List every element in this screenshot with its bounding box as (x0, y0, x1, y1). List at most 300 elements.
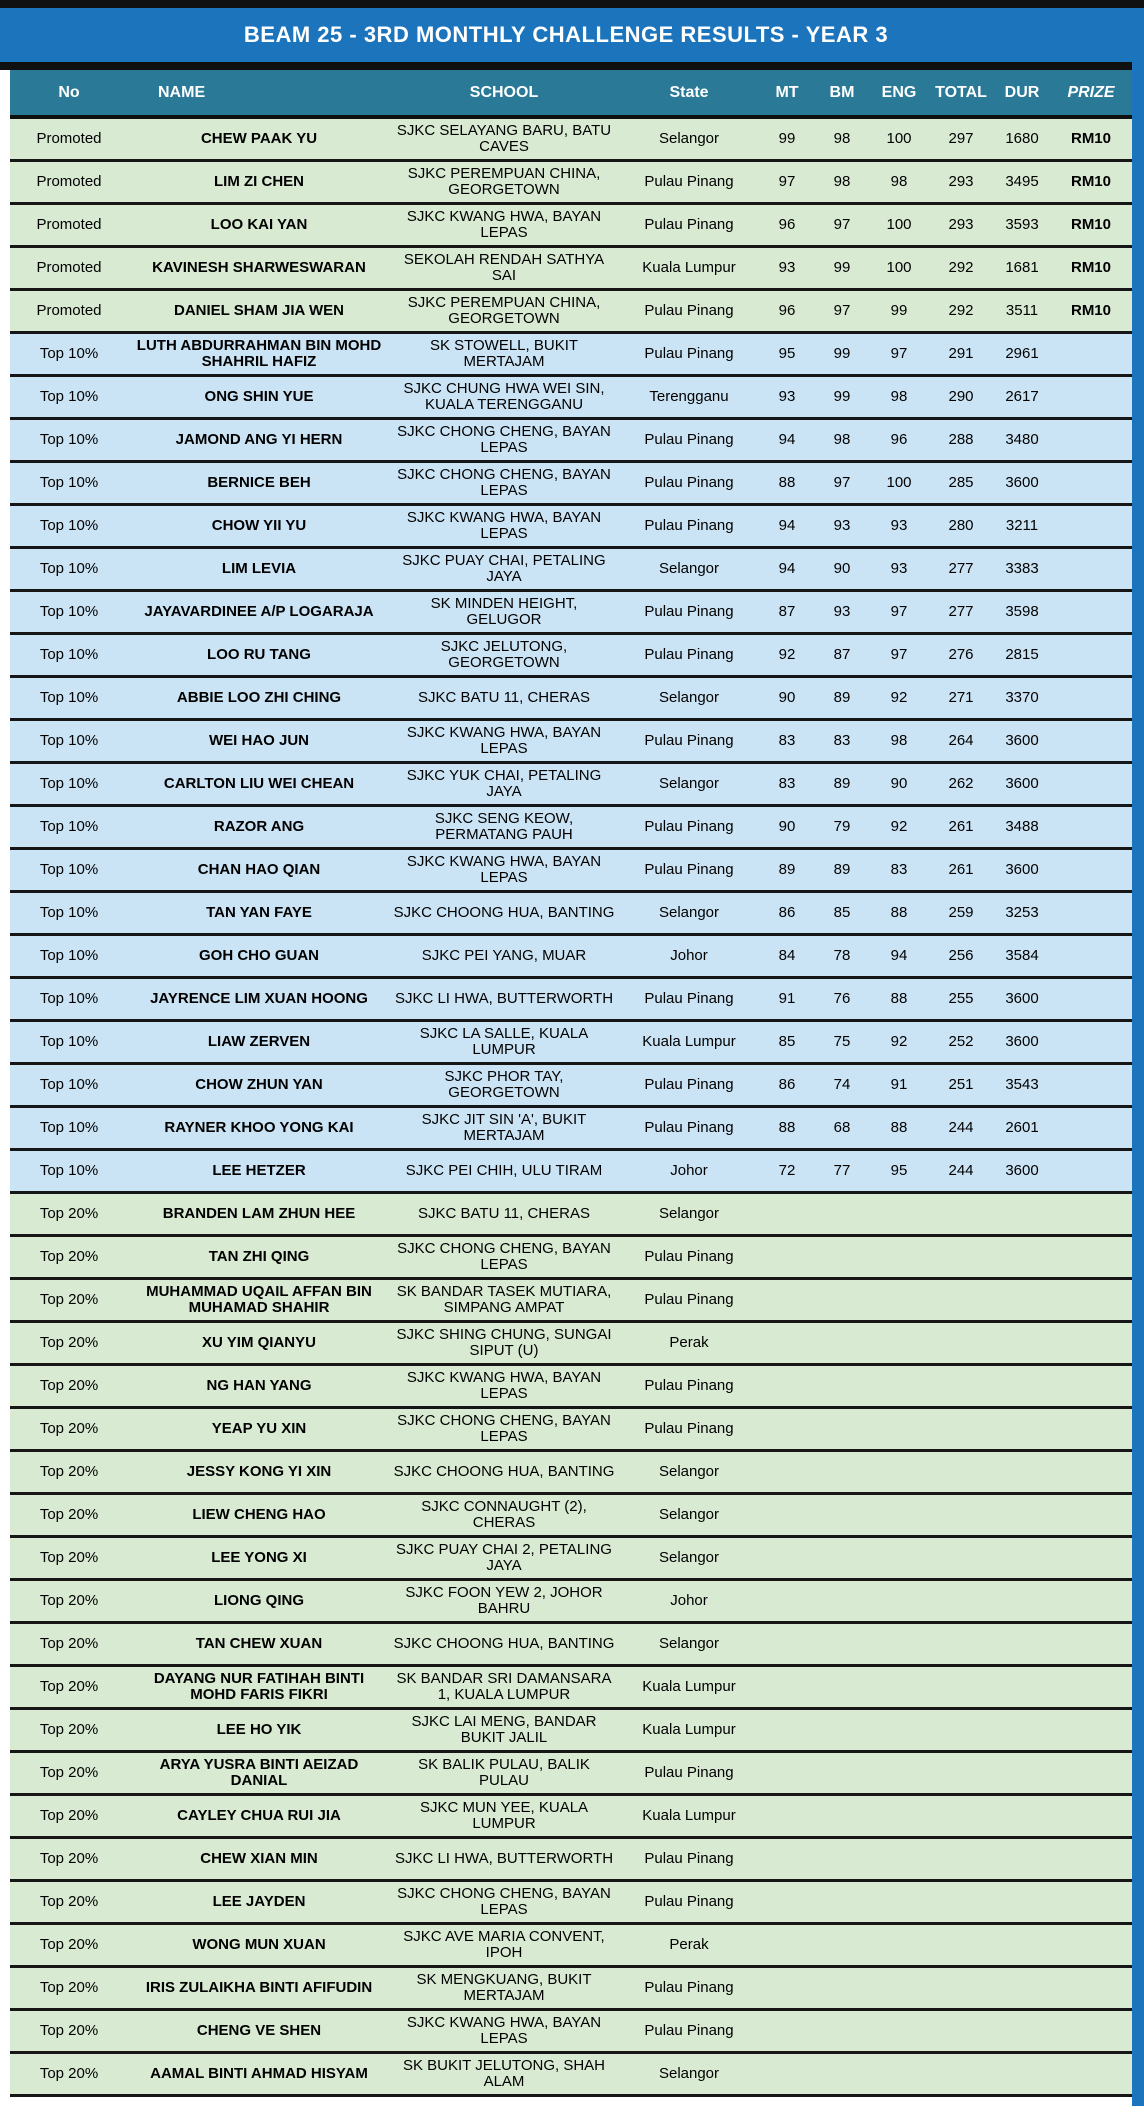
cell-prize (1050, 463, 1132, 503)
cell-dur: 3488 (1005, 818, 1039, 835)
cell-eng: 83 (890, 861, 908, 878)
results-table-body (10, 119, 1132, 2097)
cell-school: SJKC FOON YEW 2, JOHOR BAHRU (405, 1584, 603, 1617)
cell-dur: 3370 (1005, 689, 1039, 706)
cell-name: GOH CHO GUAN (199, 947, 319, 964)
title-separator (0, 62, 1132, 70)
cell-prize (1050, 1667, 1132, 1707)
cell-bm: 89 (833, 775, 851, 792)
cell-eng: 92 (890, 818, 908, 835)
cell-total: 261 (948, 861, 974, 878)
cell-total (928, 1452, 994, 1492)
cell-eng (870, 1710, 928, 1750)
table-row (10, 463, 1132, 506)
table-row (10, 248, 1132, 291)
right-edge-strip (1132, 8, 1144, 2106)
cell-bm (814, 1968, 870, 2008)
cell-school: SK STOWELL, BUKIT MERTAJAM (429, 337, 579, 370)
cell-name: XU YIM QIANYU (202, 1334, 316, 1351)
cell-total: 290 (948, 388, 974, 405)
cell-bm (814, 1581, 870, 1621)
cell-eng (870, 1452, 928, 1492)
cell-total (928, 2054, 994, 2094)
table-row (10, 1151, 1132, 1194)
cell-school: SJKC PHOR TAY, GEORGETOWN (444, 1068, 564, 1101)
cell-bm (814, 1194, 870, 1234)
table-row (10, 1624, 1132, 1667)
cell-name: WONG MUN XUAN (192, 1936, 326, 1953)
cell-total (928, 1968, 994, 2008)
cell-dur: 2617 (1005, 388, 1039, 405)
cell-eng: 100 (886, 216, 912, 233)
cell-dur: 3600 (1005, 990, 1039, 1007)
cell-name: JAYAVARDINEE A/P LOGARAJA (144, 603, 374, 620)
column-header-total: TOTAL (935, 83, 987, 101)
cell-mt: 93 (778, 388, 796, 405)
cell-bm: 97 (833, 216, 851, 233)
cell-eng (870, 1280, 928, 1320)
cell-eng: 100 (886, 130, 912, 147)
cell-total: 288 (948, 431, 974, 448)
cell-total: 277 (948, 560, 974, 577)
table-row (10, 1237, 1132, 1280)
cell-state: Pulau Pinang (644, 1291, 734, 1308)
cell-bm (814, 1409, 870, 1449)
cell-school: SJKC PEI CHIH, ULU TIRAM (405, 1162, 603, 1179)
cell-prize (1050, 1151, 1132, 1191)
column-header-school: SCHOOL (469, 83, 539, 101)
cell-dur: 1681 (1005, 259, 1039, 276)
cell-eng (870, 2054, 928, 2094)
page-title: BEAM 25 - 3RD MONTHLY CHALLENGE RESULTS - YEAR 3 (243, 22, 889, 47)
cell-state: Pulau Pinang (644, 1979, 734, 1996)
cell-dur: 2961 (1005, 345, 1039, 362)
cell-dur (994, 2011, 1050, 2051)
cell-state: Pulau Pinang (644, 345, 734, 362)
column-header-no: No (58, 83, 80, 101)
cell-bm (814, 1366, 870, 1406)
column-header-state: State (669, 83, 709, 101)
cell-state: Terengganu (649, 388, 729, 405)
cell-prize (1050, 1796, 1132, 1836)
cell-name: RAYNER KHOO YONG KAI (164, 1119, 354, 1136)
cell-school: SJKC LI HWA, BUTTERWORTH (394, 990, 614, 1007)
cell-prize (1050, 1108, 1132, 1148)
cell-eng: 99 (890, 302, 908, 319)
cell-bm: 74 (833, 1076, 851, 1093)
cell-school: SK MINDEN HEIGHT, GELUGOR (430, 595, 578, 628)
cell-bm (814, 1839, 870, 1879)
cell-name: AAMAL BINTI AHMAD HISYAM (150, 2065, 368, 2082)
cell-state: Pulau Pinang (644, 302, 734, 319)
cell-mt (760, 1968, 814, 2008)
cell-category: Promoted (36, 130, 102, 147)
table-row (10, 979, 1132, 1022)
table-row (10, 1667, 1132, 1710)
cell-name: ARYA YUSRA BINTI AEIZAD DANIAL (159, 1756, 359, 1789)
table-row (10, 2054, 1132, 2097)
cell-eng (870, 1495, 928, 1535)
cell-name: CHAN HAO QIAN (197, 861, 321, 878)
cell-name: ONG SHIN YUE (204, 388, 314, 405)
cell-mt (760, 1667, 814, 1707)
cell-dur: 3600 (1005, 1162, 1039, 1179)
cell-dur: 2601 (1005, 1119, 1039, 1136)
column-header-dur: DUR (1004, 83, 1040, 101)
table-row (10, 1065, 1132, 1108)
cell-total (928, 1194, 994, 1234)
cell-mt: 95 (778, 345, 796, 362)
cell-mt (760, 1925, 814, 1965)
table-row (10, 377, 1132, 420)
cell-category: Top 10% (39, 990, 99, 1007)
cell-school: SK BUKIT JELUTONG, SHAH ALAM (403, 2057, 605, 2090)
cell-total (928, 1366, 994, 1406)
cell-state: Selangor (658, 130, 720, 147)
cell-name: LOO RU TANG (207, 646, 311, 663)
cell-eng: 91 (890, 1076, 908, 1093)
cell-category: Top 20% (39, 1936, 99, 1953)
cell-prize (1050, 592, 1132, 632)
cell-mt: 87 (778, 603, 796, 620)
cell-bm: 68 (833, 1119, 851, 1136)
cell-total: 255 (948, 990, 974, 1007)
table-row (10, 635, 1132, 678)
cell-state: Perak (669, 1936, 709, 1953)
cell-name: LEE HETZER (212, 1162, 306, 1179)
cell-total: 271 (948, 689, 974, 706)
cell-eng: 92 (890, 689, 908, 706)
cell-category: Top 10% (39, 431, 99, 448)
cell-bm (814, 1237, 870, 1277)
cell-total (928, 1280, 994, 1320)
cell-school: SJKC CHONG CHENG, BAYAN LEPAS (397, 1412, 611, 1445)
cell-dur (994, 1968, 1050, 2008)
cell-dur (994, 1925, 1050, 1965)
cell-category: Top 20% (39, 1420, 99, 1437)
cell-state: Pulau Pinang (644, 603, 734, 620)
cell-name: TAN YAN FAYE (206, 904, 312, 921)
table-row (10, 1710, 1132, 1753)
cell-state: Perak (669, 1334, 709, 1351)
cell-category: Top 20% (39, 2022, 99, 2039)
table-row (10, 1452, 1132, 1495)
cell-prize (1050, 549, 1132, 589)
table-row (10, 2011, 1132, 2054)
cell-eng (870, 1839, 928, 1879)
cell-bm: 99 (833, 388, 851, 405)
cell-dur (994, 1581, 1050, 1621)
cell-school: SK BANDAR TASEK MUTIARA, SIMPANG AMPAT (396, 1283, 612, 1316)
cell-total: 276 (948, 646, 974, 663)
cell-category: Top 10% (39, 1162, 99, 1179)
column-header-mt: MT (775, 83, 799, 101)
cell-bm: 98 (833, 130, 851, 147)
cell-dur: 2815 (1005, 646, 1039, 663)
cell-name: TAN CHEW XUAN (195, 1635, 323, 1652)
cell-eng: 88 (890, 990, 908, 1007)
cell-total (928, 1581, 994, 1621)
cell-state: Pulau Pinang (644, 1850, 734, 1867)
cell-prize (1050, 1237, 1132, 1277)
cell-mt: 96 (778, 302, 796, 319)
cell-state: Pulau Pinang (644, 216, 734, 233)
cell-state: Kuala Lumpur (642, 1678, 736, 1695)
cell-prize (1050, 1366, 1132, 1406)
cell-dur (994, 1882, 1050, 1922)
cell-bm: 98 (833, 173, 851, 190)
cell-eng: 100 (886, 474, 912, 491)
cell-bm: 97 (833, 474, 851, 491)
cell-eng: 88 (890, 1119, 908, 1136)
cell-bm: 87 (833, 646, 851, 663)
cell-state: Pulau Pinang (644, 431, 734, 448)
cell-category: Top 20% (39, 1635, 99, 1652)
cell-eng (870, 1237, 928, 1277)
cell-school: SK BANDAR SRI DAMANSARA 1, KUALA LUMPUR (396, 1670, 612, 1703)
cell-prize: RM10 (1070, 173, 1111, 190)
cell-prize (1050, 1753, 1132, 1793)
cell-prize (1050, 936, 1132, 976)
cell-dur: 1680 (1005, 130, 1039, 147)
cell-name: CHENG VE SHEN (196, 2022, 322, 2039)
cell-name: TAN ZHI QING (208, 1248, 310, 1265)
cell-state: Selangor (658, 775, 720, 792)
cell-school: SJKC JELUTONG, GEORGETOWN (440, 638, 568, 671)
cell-state: Pulau Pinang (644, 517, 734, 534)
cell-eng (870, 1624, 928, 1664)
cell-school: SJKC CHONG CHENG, BAYAN LEPAS (397, 1240, 611, 1273)
cell-bm (814, 1667, 870, 1707)
cell-prize (1050, 506, 1132, 546)
cell-total: 244 (948, 1162, 974, 1179)
cell-name: LEE HO YIK (216, 1721, 302, 1738)
cell-bm: 75 (833, 1033, 851, 1050)
cell-school: SEKOLAH RENDAH SATHYA SAI (403, 251, 605, 284)
cell-state: Selangor (658, 1205, 720, 1222)
cell-mt (760, 1839, 814, 1879)
cell-dur: 3600 (1005, 861, 1039, 878)
cell-category: Promoted (36, 216, 102, 233)
cell-school: SJKC KWANG HWA, BAYAN LEPAS (406, 208, 602, 241)
cell-eng (870, 2011, 928, 2051)
table-row (10, 334, 1132, 377)
cell-eng (870, 1968, 928, 2008)
cell-eng: 90 (890, 775, 908, 792)
cell-bm (814, 1452, 870, 1492)
cell-category: Top 10% (39, 861, 99, 878)
cell-state: Pulau Pinang (644, 1764, 734, 1781)
table-row (10, 1323, 1132, 1366)
cell-mt: 97 (778, 173, 796, 190)
cell-category: Top 20% (39, 1291, 99, 1308)
cell-category: Top 10% (39, 474, 99, 491)
cell-total (928, 1409, 994, 1449)
cell-prize (1050, 764, 1132, 804)
cell-category: Top 20% (39, 1721, 99, 1738)
cell-bm: 98 (833, 431, 851, 448)
cell-school: SJKC SELAYANG BARU, BATU CAVES (396, 122, 612, 155)
cell-state: Pulau Pinang (644, 2022, 734, 2039)
cell-category: Top 20% (39, 1678, 99, 1695)
cell-name: LIONG QING (214, 1592, 304, 1609)
cell-eng (870, 1366, 928, 1406)
cell-prize (1050, 420, 1132, 460)
cell-eng: 95 (890, 1162, 908, 1179)
cell-eng: 98 (890, 732, 908, 749)
cell-prize (1050, 1968, 1132, 2008)
cell-school: SJKC MUN YEE, KUALA LUMPUR (419, 1799, 589, 1832)
cell-state: Selangor (658, 904, 720, 921)
cell-mt: 88 (778, 1119, 796, 1136)
cell-mt: 91 (778, 990, 796, 1007)
cell-prize (1050, 377, 1132, 417)
cell-category: Promoted (36, 302, 102, 319)
cell-mt: 90 (778, 689, 796, 706)
table-row (10, 1538, 1132, 1581)
cell-mt (760, 1237, 814, 1277)
cell-bm (814, 1710, 870, 1750)
cell-name: RAZOR ANG (213, 818, 305, 835)
cell-total (928, 2011, 994, 2051)
cell-mt (760, 2011, 814, 2051)
cell-category: Top 10% (39, 603, 99, 620)
cell-school: SK BALIK PULAU, BALIK PULAU (418, 1756, 590, 1789)
cell-name: CAYLEY CHUA RUI JIA (177, 1807, 341, 1824)
cell-dur (994, 1452, 1050, 1492)
cell-state: Pulau Pinang (644, 990, 734, 1007)
cell-bm (814, 1538, 870, 1578)
cell-prize: RM10 (1070, 130, 1111, 147)
cell-mt (760, 1581, 814, 1621)
cell-state: Johor (670, 1592, 708, 1609)
cell-school: SJKC SENG KEOW, PERMATANG PAUH (434, 810, 574, 843)
cell-name: DAYANG NUR FATIHAH BINTI MOHD FARIS FIKRI (153, 1670, 365, 1703)
cell-mt (760, 1366, 814, 1406)
cell-mt: 94 (778, 517, 796, 534)
title-band (0, 8, 1132, 62)
cell-mt (760, 1796, 814, 1836)
cell-category: Top 10% (39, 775, 99, 792)
cell-dur (994, 1409, 1050, 1449)
cell-state: Pulau Pinang (644, 1420, 734, 1437)
cell-total: 256 (948, 947, 974, 964)
cell-bm: 93 (833, 603, 851, 620)
cell-eng (870, 1882, 928, 1922)
cell-total: 259 (948, 904, 974, 921)
cell-category: Top 10% (39, 904, 99, 921)
cell-bm (814, 1796, 870, 1836)
cell-total (928, 1925, 994, 1965)
table-row (10, 1280, 1132, 1323)
cell-name: CHEW XIAN MIN (200, 1850, 318, 1867)
cell-state: Selangor (658, 1463, 720, 1480)
cell-prize: RM10 (1070, 259, 1111, 276)
cell-school: SJKC PEREMPUAN CHINA, GEORGETOWN (407, 294, 601, 327)
cell-name: JAYRENCE LIM XUAN HOONG (150, 990, 368, 1007)
cell-state: Pulau Pinang (644, 1119, 734, 1136)
cell-state: Selangor (658, 689, 720, 706)
cell-total (928, 1624, 994, 1664)
cell-eng: 97 (890, 603, 908, 620)
cell-category: Top 10% (39, 345, 99, 362)
table-row (10, 1409, 1132, 1452)
cell-eng (870, 1581, 928, 1621)
cell-total (928, 1495, 994, 1535)
cell-total: 264 (948, 732, 974, 749)
cell-total: 292 (948, 302, 974, 319)
cell-state: Kuala Lumpur (642, 1033, 736, 1050)
cell-mt: 99 (778, 130, 796, 147)
cell-dur (994, 1280, 1050, 1320)
cell-total (928, 1237, 994, 1277)
cell-eng: 93 (890, 517, 908, 534)
cell-total: 251 (948, 1076, 974, 1093)
table-row (10, 420, 1132, 463)
cell-total (928, 1753, 994, 1793)
cell-category: Top 20% (39, 1377, 99, 1394)
cell-mt: 92 (778, 646, 796, 663)
cell-name: KAVINESH SHARWESWARAN (152, 259, 366, 276)
table-header-row (10, 70, 1132, 119)
cell-total: 293 (948, 173, 974, 190)
cell-state: Pulau Pinang (644, 732, 734, 749)
cell-category: Top 20% (39, 1506, 99, 1523)
table-row (10, 721, 1132, 764)
cell-prize (1050, 1710, 1132, 1750)
cell-dur: 3600 (1005, 1033, 1039, 1050)
cell-state: Selangor (658, 1549, 720, 1566)
cell-prize: RM10 (1070, 216, 1111, 233)
cell-mt (760, 1409, 814, 1449)
cell-mt (760, 1882, 814, 1922)
cell-dur: 3600 (1005, 732, 1039, 749)
cell-mt: 86 (778, 904, 796, 921)
cell-bm (814, 2011, 870, 2051)
cell-state: Selangor (658, 560, 720, 577)
cell-bm: 76 (833, 990, 851, 1007)
cell-bm: 77 (833, 1162, 851, 1179)
cell-prize (1050, 1323, 1132, 1363)
cell-school: SK MENGKUANG, BUKIT MERTAJAM (416, 1971, 592, 2004)
cell-state: Pulau Pinang (644, 818, 734, 835)
cell-total (928, 1538, 994, 1578)
table-row (10, 807, 1132, 850)
cell-school: SJKC CHONG CHENG, BAYAN LEPAS (397, 423, 611, 456)
cell-name: LEE JAYDEN (212, 1893, 306, 1910)
table-row (10, 1022, 1132, 1065)
cell-mt (760, 1452, 814, 1492)
cell-mt: 94 (778, 560, 796, 577)
cell-prize (1050, 721, 1132, 761)
cell-dur: 3600 (1005, 474, 1039, 491)
cell-dur (994, 1839, 1050, 1879)
cell-name: DANIEL SHAM JIA WEN (173, 302, 344, 319)
cell-total: 277 (948, 603, 974, 620)
cell-name: LUTH ABDURRAHMAN BIN MOHD SHAHRIL HAFIZ (136, 337, 382, 370)
cell-dur (994, 1237, 1050, 1277)
cell-state: Johor (670, 1162, 708, 1179)
table-row (10, 592, 1132, 635)
cell-eng (870, 1796, 928, 1836)
cell-total: 252 (948, 1033, 974, 1050)
cell-dur (994, 1710, 1050, 1750)
cell-total: 280 (948, 517, 974, 534)
cell-bm: 78 (833, 947, 851, 964)
cell-dur: 3495 (1005, 173, 1039, 190)
table-row (10, 119, 1132, 162)
table-row (10, 1495, 1132, 1538)
